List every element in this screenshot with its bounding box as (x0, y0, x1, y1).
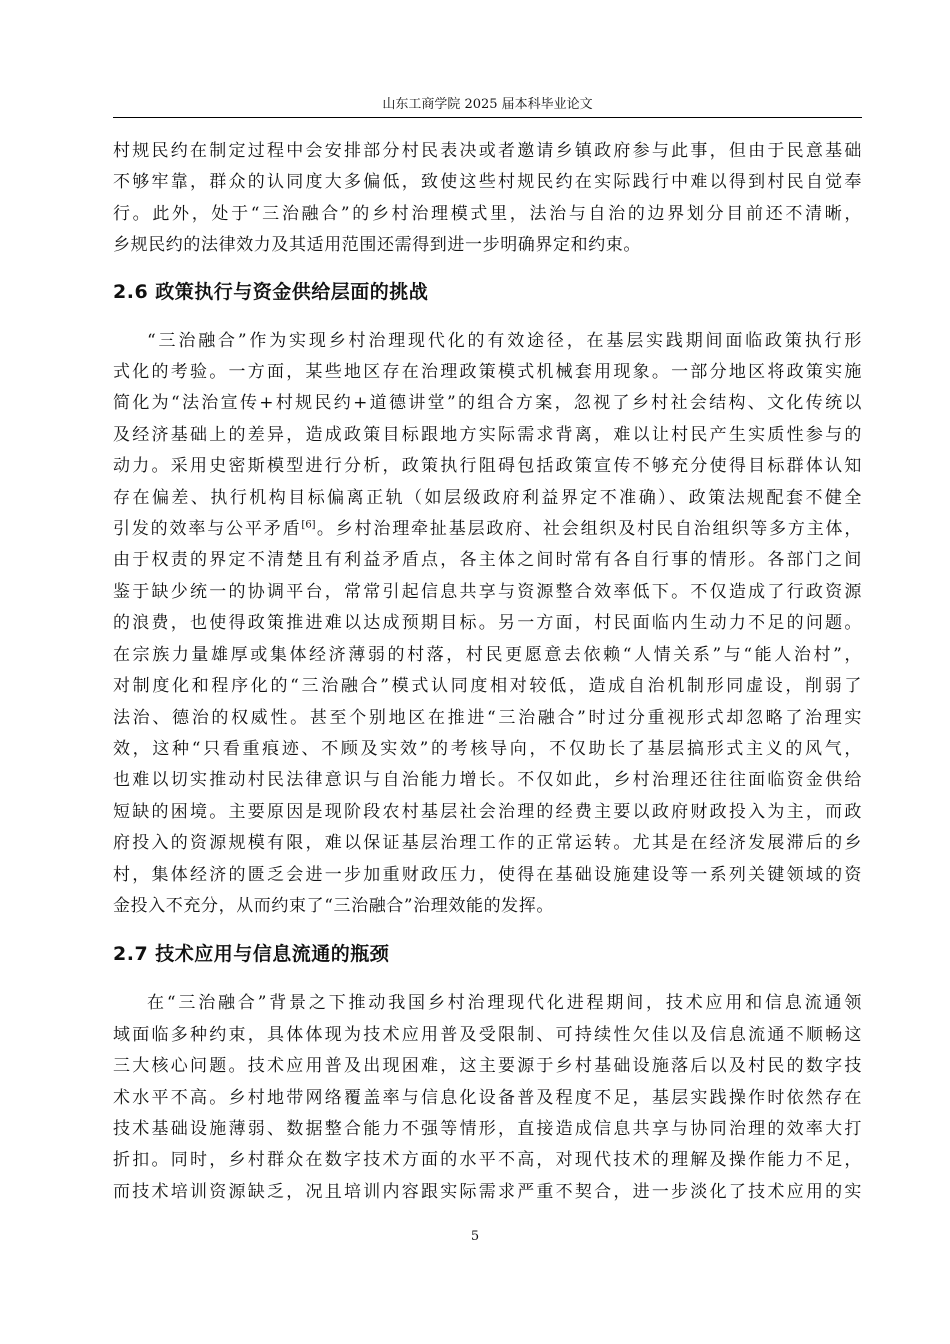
continuation-paragraph (113, 136, 862, 262)
text-line: 行。此外，处于“三治融合”的乡村治理模式里，法治与自治的边界划分目前还不清晰， (113, 203, 862, 224)
running-header: 山东工商学院 2025 届本科毕业论文 (382, 97, 593, 112)
text-line: 金投入不充分，从而约束了“三治融合”治理效能的发挥。 (113, 895, 554, 916)
text-line: 村，集体经济的匮乏会进一步加重财政压力，使得在基础设施建设等一系列关键领域的资 (113, 864, 862, 885)
text-line: 术水平不高。乡村地带网络覆盖率与信息化设备普及程度不足，基层实践操作时依然存在 (113, 1087, 862, 1108)
text-line: 鉴于缺少统一的协调平台，常常引起信息共享与资源整合效率低下。不仅造成了行政资源 (113, 581, 862, 602)
text-line: 而技术培训资源缺乏，况且培训内容跟实际需求严重不契合，进一步淡化了技术应用的实 (113, 1181, 862, 1202)
text-line: 也难以切实推动村民法律意识与自治能力增长。不仅如此，乡村治理还往往面临资金供给 (113, 770, 862, 791)
text-line: 效，这种“只看重痕迹、不顾及实效”的考核导向，不仅助长了基层搞形式主义的风气， (113, 738, 862, 759)
text-line: 简化为“法治宣传+村规民约+道德讲堂”的组合方案，忽视了乡村社会结构、文化传统以 (113, 393, 862, 414)
text-line: 在宗族力量雄厚或集体经济薄弱的村落，村民更愿意去依赖“人情关系”与“能人治村”， (113, 644, 862, 665)
text-line: 的浪费，也使得政策推进难以达成预期目标。另一方面，村民面临内生动力不足的问题。 (113, 613, 862, 634)
text-line: 技术基础设施薄弱、数据整合能力不强等情形，直接造成信息共享与协同治理的效率大打 (113, 1118, 862, 1139)
text-line: 短缺的困境。主要原因是现阶段农村基层社会治理的经费主要以政府财政投入为主，而政 (113, 801, 862, 822)
page-body (113, 136, 862, 1208)
section-2-7-paragraph (113, 988, 862, 1208)
text-segment: 引发的效率与公平矛盾 (113, 519, 302, 540)
text-line: 存在偏差、执行机构目标偏离正轨（如层级政府利益界定不准确）、政策法规配套不健全 (113, 487, 862, 508)
text-line: 折扣。同时，乡村群众在数字技术方面的水平不高，对现代技术的理解及操作能力不足， (113, 1150, 862, 1171)
text-line: 对制度化和程序化的“三治融合”模式认同度相对较低，造成自治机制形同虚设，削弱了 (113, 676, 862, 697)
text-line: 式化的考验。一方面，某些地区存在治理政策模式机械套用现象。一部分地区将政策实施 (113, 362, 862, 383)
header-rule (113, 117, 862, 118)
text-line: 法治、德治的权威性。甚至个别地区在推进“三治融合”时过分重视形式却忽略了治理实 (113, 707, 862, 728)
text-line-with-citation (113, 514, 862, 545)
text-line: 及经济基础上的差异，造成政策目标跟地方实际需求背离，难以让村民产生实质性参与的 (113, 424, 862, 445)
text-line: 动力。采用史密斯模型进行分析，政策执行阻碍包括政策宣传不够充分使得目标群体认知 (113, 456, 862, 477)
text-line: 域面临多种约束，具体体现为技术应用普及受限制、可持续性欠佳以及信息流通不顺畅这 (113, 1024, 862, 1045)
text-line: 府投入的资源规模有限，难以保证基层治理工作的正常运转。尤其是在经济发展滞后的乡 (113, 833, 862, 854)
text-line: 村规民约在制定过程中会安排部分村民表决或者邀请乡镇政府参与此事，但由于民意基础 (113, 141, 862, 161)
text-segment: 。乡村治理牵扯基层政府、社会组织及村民自治组织等多方主体， (315, 519, 862, 540)
text-line: 三大核心问题。技术应用普及出现困难，这主要源于乡村基础设施落后以及村民的数字技 (113, 1056, 862, 1077)
text-line: 不够牢靠，群众的认同度大多偏低，致使这些村规民约在实际践行中难以得到村民自觉奉 (113, 172, 862, 193)
section-2-6-paragraph (113, 326, 862, 923)
citation-marker[interactable]: [6] (301, 519, 316, 531)
text-line: 在“三治融合”背景之下推动我国乡村治理现代化进程期间，技术应用和信息流通领 (147, 993, 862, 1014)
text-line: 由于权责的界定不清楚且有利益矛盾点，各主体之间时常有各自行事的情形。各部门之间 (113, 550, 862, 571)
section-heading-2-7: 2.7 技术应用与信息流通的瓶颈 (113, 943, 390, 966)
text-line: “三治融合”作为实现乡村治理现代化的有效途径，在基层实践期间面临政策执行形 (147, 330, 862, 351)
page-number: 5 (470, 1229, 480, 1244)
text-line: 乡规民约的法律效力及其适用范围还需得到进一步明确界定和约束。 (113, 235, 641, 256)
section-heading-2-6: 2.6 政策执行与资金供给层面的挑战 (113, 280, 429, 303)
